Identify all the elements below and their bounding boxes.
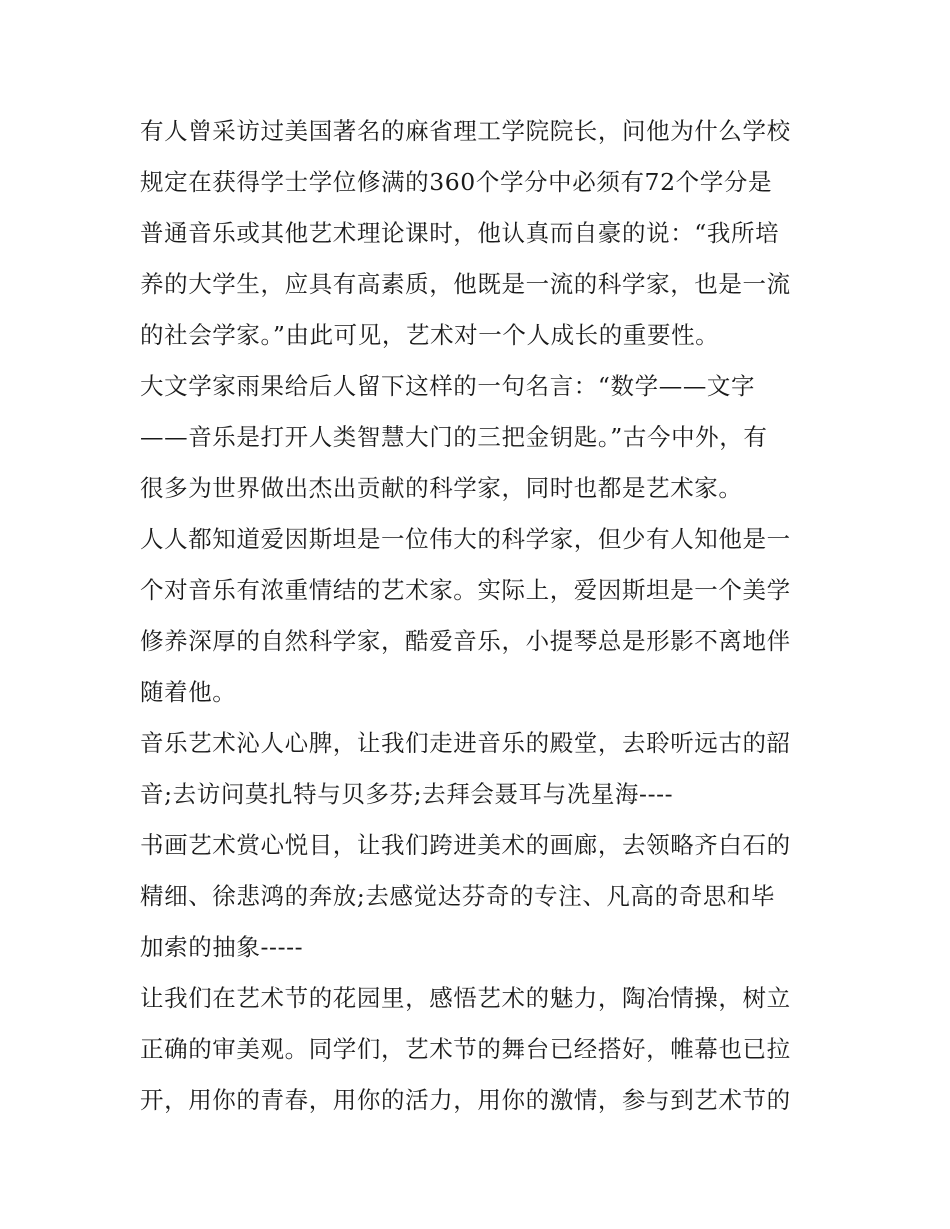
paragraph-music-art <box>140 718 820 820</box>
paragraph-art-festival <box>140 973 820 1126</box>
paragraph-einstein <box>140 514 820 718</box>
text-line: 很多为世界做出杰出贡献的科学家，同时也都是艺术家。 <box>140 474 743 502</box>
text-line: 正确的审美观。同学们，艺术节的舞台已经搭好，帷幕也已拉 <box>140 1035 791 1063</box>
text-line: 书画艺术赏心悦目，让我们跨进美术的画廊，去领略齐白石的 <box>140 831 791 859</box>
text-line: 让我们在艺术节的花园里，感悟艺术的魅力，陶冶情操，树立 <box>140 984 791 1012</box>
text-line: ——音乐是打开人类智慧大门的三把金钥匙。”古今中外，有 <box>140 423 768 451</box>
text-line: 人人都知道爱因斯坦是一位伟大的科学家，但少有人知他是一 <box>140 525 791 553</box>
text-line: 精细、徐悲鸿的奔放;去感觉达芬奇的专注、凡高的奇思和毕 <box>140 882 776 910</box>
paragraph-painting-art <box>140 820 820 973</box>
text-line: 修养深厚的自然科学家，酷爱音乐，小提琴总是形影不离地伴 <box>140 627 791 655</box>
text-line: 普通音乐或其他艺术理论课时，他认真而自豪的说：“我所培 <box>140 219 780 247</box>
text-line: 规定在获得学士学位修满的360个学分中必须有72个学分是 <box>140 168 773 196</box>
text-line: 音;去访问莫扎特与贝多芬;去拜会聂耳与冼星海---- <box>140 780 674 808</box>
text-line: 开，用你的青春，用你的活力，用你的激情，参与到艺术节的 <box>140 1086 791 1114</box>
paragraph-hugo-quote <box>140 361 820 514</box>
document-body <box>140 106 820 1126</box>
text-line: 有人曾采访过美国著名的麻省理工学院院长，问他为什么学校 <box>140 117 791 145</box>
paragraph-mit-president <box>140 106 820 361</box>
text-line: 随着他。 <box>140 678 237 706</box>
text-line: 音乐艺术沁人心脾，让我们走进音乐的殿堂，去聆听远古的韶 <box>140 729 791 757</box>
text-line: 的社会学家。”由此可见，艺术对一个人成长的重要性。 <box>140 321 720 349</box>
text-line: 养的大学生，应具有高素质，他既是一流的科学家，也是一流 <box>140 270 791 298</box>
text-line: 大文学家雨果给后人留下这样的一句名言：“数学——文字 <box>140 372 756 400</box>
text-line: 加索的抽象----- <box>140 933 304 961</box>
text-line: 个对音乐有浓重情结的艺术家。实际上，爱因斯坦是一个美学 <box>140 576 791 604</box>
